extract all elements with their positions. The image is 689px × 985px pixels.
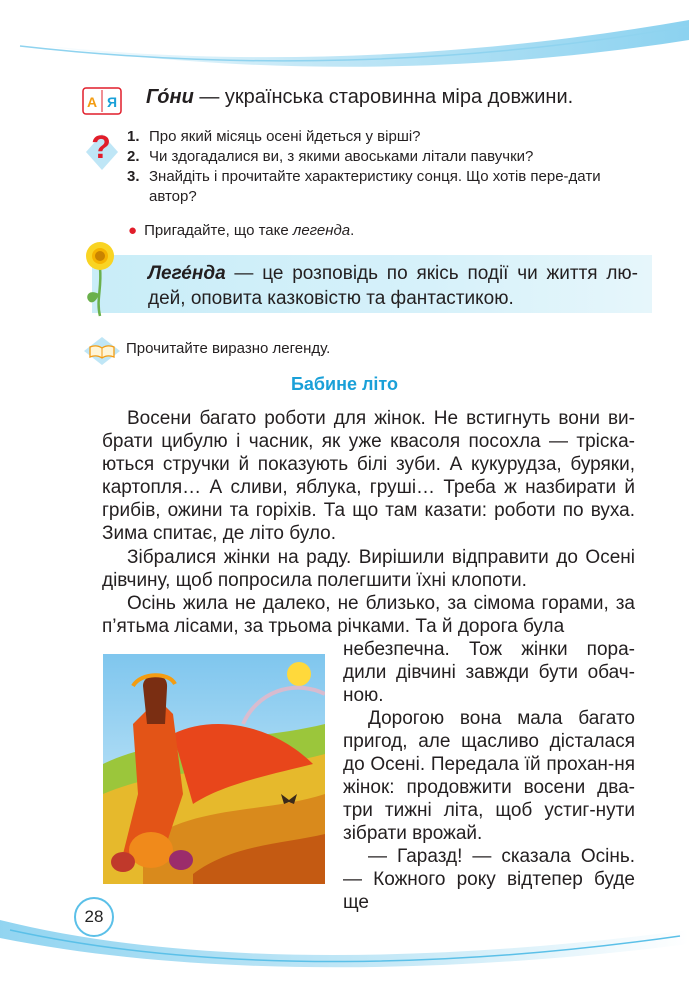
open-book-icon bbox=[82, 335, 122, 367]
dict-letter-a: А bbox=[86, 94, 98, 110]
question-item: 1. Про який місяць осені йдеться у вірші? bbox=[127, 128, 421, 145]
bullet-dot-icon: ● bbox=[128, 222, 138, 239]
page-number: 28 bbox=[74, 897, 114, 937]
glossary-definition: — українська старовинна міра довжини. bbox=[193, 86, 574, 108]
sunflower-icon bbox=[80, 238, 120, 318]
question-icon bbox=[82, 126, 122, 174]
dictionary-icon bbox=[82, 86, 122, 116]
story-paragraph: Осінь жила не далеко, не близько, за сімома горами, за п’ятьма лісами, за трьома річками. Та й дорога була bbox=[102, 593, 635, 637]
story-paragraph: небезпечна. Тож жінки пора-дили дівчині завжди бути обач-ною. bbox=[343, 639, 635, 706]
legend-definition: Леге́нда — це розповідь по якісь події чи життя лю-дей, оповита казковістю та фантастикою. bbox=[148, 263, 638, 309]
legend-term: Леге́нда bbox=[148, 263, 226, 284]
story-paragraph: Дорогою вона мала багато пригод, але щасливо дісталася до Осені. Передала їй прохан-ня жінок: продовжити восени два-три тижні літа, щоб устиг-нути зібрати врожай. bbox=[343, 708, 635, 844]
dict-letter-ya: Я bbox=[106, 94, 118, 110]
top-wave-decoration bbox=[0, 0, 689, 70]
question-text: Знайдіть і прочитайте характеристику сонця. Що хотів пере-дати автор? bbox=[149, 168, 601, 205]
question-text: Чи здогадалися ви, з якими авоськами літали павучки? bbox=[149, 148, 534, 165]
questions-list bbox=[127, 127, 647, 207]
glossary-entry bbox=[146, 86, 573, 109]
glossary-term: Го́ни bbox=[146, 86, 194, 108]
reminder-bullet: ● Пригадайте, що таке легенда. bbox=[128, 222, 355, 239]
question-item: 3. Знайдіть і прочитайте характеристику сонця. Що хотів пере-дати автор? bbox=[127, 167, 647, 207]
read-instruction: Прочитайте виразно легенду. bbox=[126, 340, 331, 357]
svg-text:?: ? bbox=[91, 129, 111, 165]
story-paragraph: Зібралися жінки на раду. Вирішили відправити до Осені дівчину, щоб попросила полегшити їхні клопоти. bbox=[102, 547, 635, 591]
reminder-term: легенда bbox=[292, 222, 351, 239]
autumn-girl-illustration bbox=[103, 654, 325, 884]
question-text: Про який місяць осені йдеться у вірші? bbox=[149, 128, 421, 145]
story-paragraph: — Гаразд! — сказала Осінь. — Кожного року відтепер буде ще bbox=[343, 846, 635, 913]
story-title: Бабине літо bbox=[290, 374, 399, 394]
question-item: 2. Чи здогадалися ви, з якими авоськами літали павучки? bbox=[127, 148, 534, 165]
story-paragraph: Восени багато роботи для жінок. Не встигнуть вони ви-брати цибулю і часник, як уже квасоля посохла — тріска-ються стручки й показують білі зуби. А кукурудза, буряки, картопля… А сливи, яблука, груші… Треба ж назбирати й грибів, ожини та горіхів. Та що там казати: роботи по вуха. Зима спитає, де літо було. bbox=[102, 408, 635, 544]
